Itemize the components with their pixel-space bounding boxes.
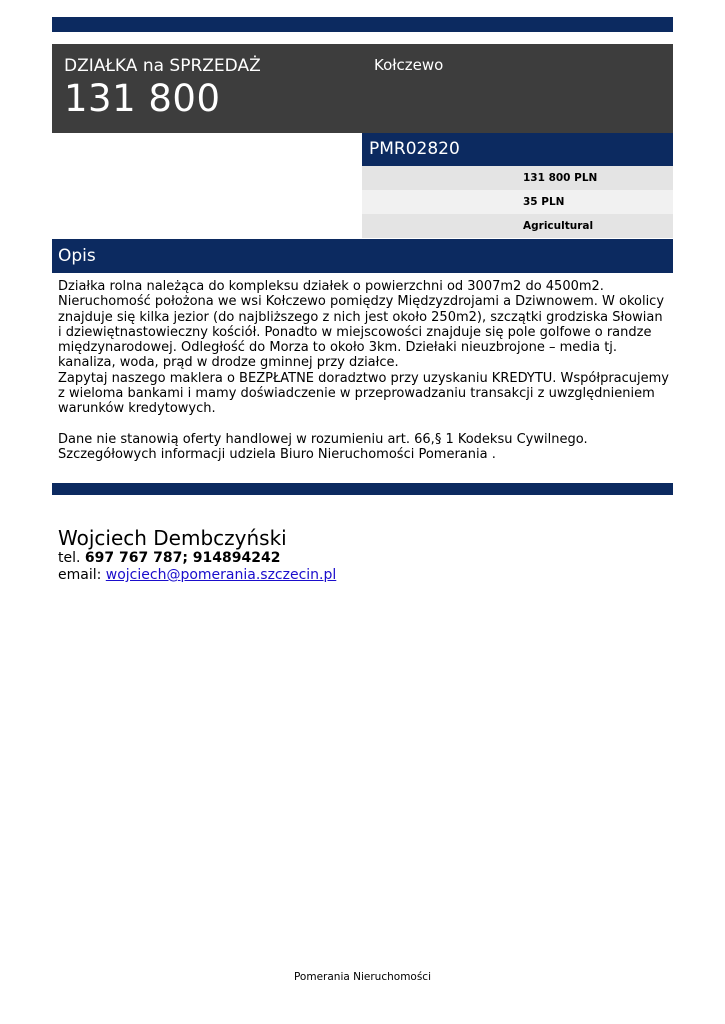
offer-type: DZIAŁKA na SPRZEDAŻ <box>64 56 261 76</box>
details-panel <box>362 133 673 238</box>
description-body <box>58 279 670 463</box>
detail-price-per-m2-row: 35 PLN <box>362 190 673 214</box>
top-divider-bar <box>52 17 673 32</box>
agent-email-line <box>58 567 336 584</box>
phone-label: tel. <box>58 550 81 566</box>
description-header <box>52 239 673 273</box>
offer-price: 131 800 <box>64 77 221 120</box>
offer-city: Kołczewo <box>374 56 444 74</box>
agent-name: Wojciech Dembczyński <box>58 526 287 550</box>
email-label: email: <box>58 567 102 583</box>
bottom-divider-bar <box>52 483 673 495</box>
agent-email-link[interactable]: wojciech@pomerania.szczecin.pl <box>105 567 337 583</box>
detail-price-row: 131 800 PLN <box>362 166 673 190</box>
detail-category-row: Agricultural <box>362 214 673 238</box>
description-paragraph: Działka rolna należąca do kompleksu działek o powierzchni od 3007m2 do 4500m2. Nieruchomość położona we wsi Kołczewo pomiędzy Międzyzdrojami a Dziwnowem. W okolicy znajduje się kilka jezior (do najbliższego z nich jest około 250m2), szczątki grodziska Słowian i dziewiętnastowieczny kościół. Ponadto w miejscowości znajduje się pole golfowe o randze międzynarodowej. Odległość do Morza to około 3km. Dziełaki nieuzbrojone – media tj. kanaliza, woda, prąd w drodze gminnej przy działce. <box>58 279 665 371</box>
offer-code: PMR02820 <box>362 133 673 166</box>
disclaimer-paragraph: Dane nie stanowią oferty handlowej w rozumieniu art. 66,§ 1 Kodeksu Cywilnego. Szczegółowych informacji udziela Biuro Nieruchomości Pomerania . <box>58 431 588 463</box>
description-paragraph: Zapytaj naszego maklera o BEZPŁATNE doradztwo przy uzyskaniu KREDYTU. Współpracujemy z wieloma bankami i mamy doświadczenie w przeprowadzaniu transakcji z uwzględnieniem warunków kredytowych. <box>58 370 669 417</box>
page-footer: Pomerania Nieruchomości <box>293 971 432 983</box>
agent-phone: 697 767 787; 914894242 <box>84 550 281 566</box>
offer-header <box>52 44 673 133</box>
agent-contact <box>58 526 336 584</box>
description-title: Opis <box>58 246 96 266</box>
agent-phone-line <box>58 550 336 567</box>
